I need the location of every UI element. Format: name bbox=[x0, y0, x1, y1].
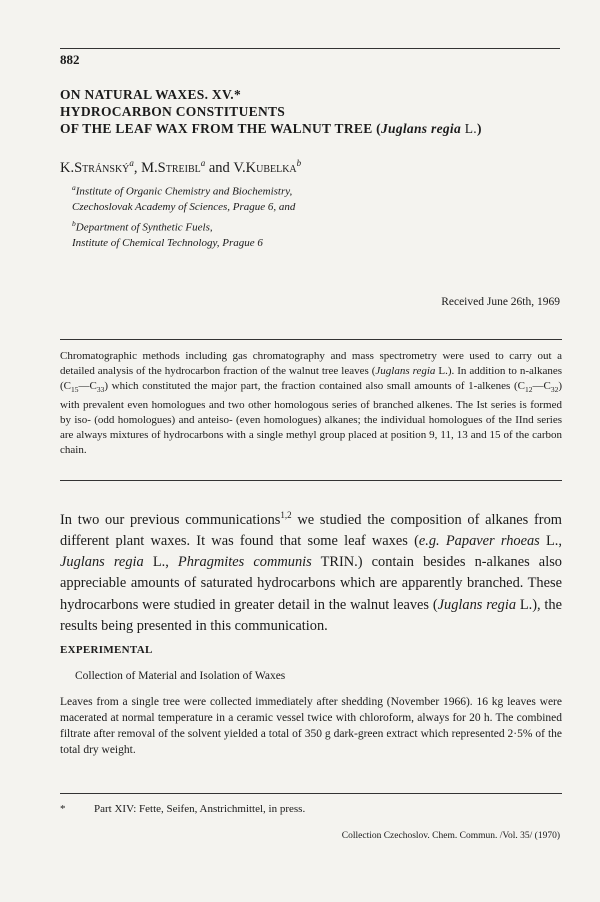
footnote-rule bbox=[60, 793, 562, 794]
affiliation-a-mark: a bbox=[72, 183, 76, 192]
intro-species-1: Papaver rhoeas bbox=[445, 533, 540, 549]
abstract-text-4: ) which constituted the major part, the fraction contained also small amounts of 1-alkenes (C bbox=[104, 380, 525, 393]
abstract-text-1: Chromatographic methods including gas chromatography and mass spectrometry were used to carry out a detailed analysis of the hydrocarbon fraction of the walnut tree leaves ( bbox=[60, 350, 562, 378]
header-rule bbox=[60, 48, 560, 49]
introduction-paragraph bbox=[60, 505, 562, 637]
subsection-heading: Collection of Material and Isolation of Waxes bbox=[75, 670, 286, 682]
affiliation-b-line-1 bbox=[72, 216, 552, 236]
title-species: Juglans regia bbox=[380, 121, 462, 136]
footnote-text: Part XIV: Fette, Seifen, Anstrichmittel, in press. bbox=[94, 803, 306, 815]
affiliation-b-mark: b bbox=[72, 218, 76, 228]
author-1-mark: a bbox=[129, 158, 134, 168]
journal-footer: Collection Czechoslov. Chem. Commun. /Vol. 35/ (1970) bbox=[341, 831, 560, 841]
author-list bbox=[60, 158, 301, 177]
affiliation-a-line-2: Czechoslovak Academy of Sciences, Prague 6, and bbox=[72, 201, 296, 214]
abstract-text-5: —C bbox=[532, 380, 551, 393]
abstract-sub-4: 32 bbox=[550, 385, 559, 395]
abstract-sub-3: 12 bbox=[524, 385, 533, 395]
abstract-species: Juglans regia bbox=[375, 365, 436, 378]
title-line-3-text: OF THE LEAF WAX FROM THE WALNUT TREE ( bbox=[60, 121, 381, 136]
abstract-sub-2: 33 bbox=[96, 385, 105, 395]
page-number: 882 bbox=[60, 52, 80, 67]
intro-text-6: TRIN.) contain besides n-alkanes also appreciable amounts of saturated hydrocarbons which are apparently branched. These hydrocarbons were studied in greater detail in the walnut leaves ( bbox=[60, 554, 562, 613]
author-3-mark: b bbox=[296, 158, 302, 168]
intro-text-7: L.), the results being presented in this communication. bbox=[60, 596, 562, 634]
title-species-author: L. bbox=[464, 121, 477, 136]
author-2-mark: a bbox=[200, 158, 206, 168]
intro-eg: e.g. bbox=[418, 533, 440, 549]
title-line-3 bbox=[60, 120, 560, 137]
abstract-text-3: —C bbox=[78, 380, 97, 393]
abstract-top-rule bbox=[60, 339, 562, 340]
title-line-1: ON NATURAL WAXES. XV.* bbox=[60, 87, 242, 102]
author-sep-2: and bbox=[205, 159, 234, 176]
intro-references: 1,2 bbox=[280, 510, 292, 520]
intro-species-2: Juglans regia bbox=[60, 554, 144, 571]
affiliation-a-line-1 bbox=[72, 180, 552, 200]
intro-species-4: Juglans regia bbox=[437, 596, 517, 613]
footnote-mark: * bbox=[60, 803, 66, 815]
affiliation-b-line-2: Institute of Chemical Technology, Prague 6 bbox=[72, 236, 263, 249]
abstract-text-2: L.). In addition to n-alkanes (C bbox=[60, 365, 562, 393]
experimental-paragraph: Leaves from a single tree were collected immediately after shedding (November 1966). 16 kg leaves were macerated at normal temperature in a ceramic vessel twice with chloroform, always for 20 h. The combined filtrate after removal of the solvent yielded a total of 350 g dark-green extract which represented 2·5% of the total dry weight. bbox=[60, 696, 562, 756]
paper-title bbox=[60, 86, 560, 137]
intro-text-5: L., bbox=[143, 554, 178, 571]
footnote bbox=[60, 803, 305, 815]
intro-text-2: we studied the composition of alkanes from different plant waxes. It was found that some leaf waxes ( bbox=[60, 511, 562, 549]
abstract bbox=[60, 349, 562, 459]
affiliation-a-text-1: Institute of Organic Chemistry and Biochemistry, bbox=[75, 185, 293, 198]
intro-text-4: L., bbox=[539, 533, 562, 549]
abstract-sub-1: 15 bbox=[71, 385, 79, 395]
intro-text-1: In two our previous communications bbox=[60, 511, 281, 528]
affiliations bbox=[72, 180, 552, 251]
title-close-paren: ) bbox=[476, 121, 482, 136]
author-3: V.Kubelka bbox=[233, 159, 297, 176]
section-heading: EXPERIMENTAL bbox=[60, 644, 153, 656]
intro-species-3: Phragmites communis bbox=[177, 554, 312, 571]
title-line-2: HYDROCARBON CONSTITUENTS bbox=[60, 104, 286, 119]
author-2: M.Streibl bbox=[141, 159, 201, 176]
author-1: K.Stránský bbox=[60, 159, 130, 176]
abstract-text-6: ) with prevalent even homologues and two other homologous series of branched alkenes. The Ist series is formed by iso- (odd homologues) and anteiso- (even homologues) alkanes; the individual homologues of the IInd series are always mixtures of hydrocarbons with a single methyl group placed at position 9, 11, 13 and 15 of the carbon chain. bbox=[60, 380, 562, 457]
abstract-bottom-rule bbox=[60, 480, 562, 481]
affiliation-b-text-1: Department of Synthetic Fuels, bbox=[75, 221, 213, 234]
author-sep-1: , bbox=[133, 159, 142, 176]
received-date: Received June 26th, 1969 bbox=[441, 296, 560, 308]
